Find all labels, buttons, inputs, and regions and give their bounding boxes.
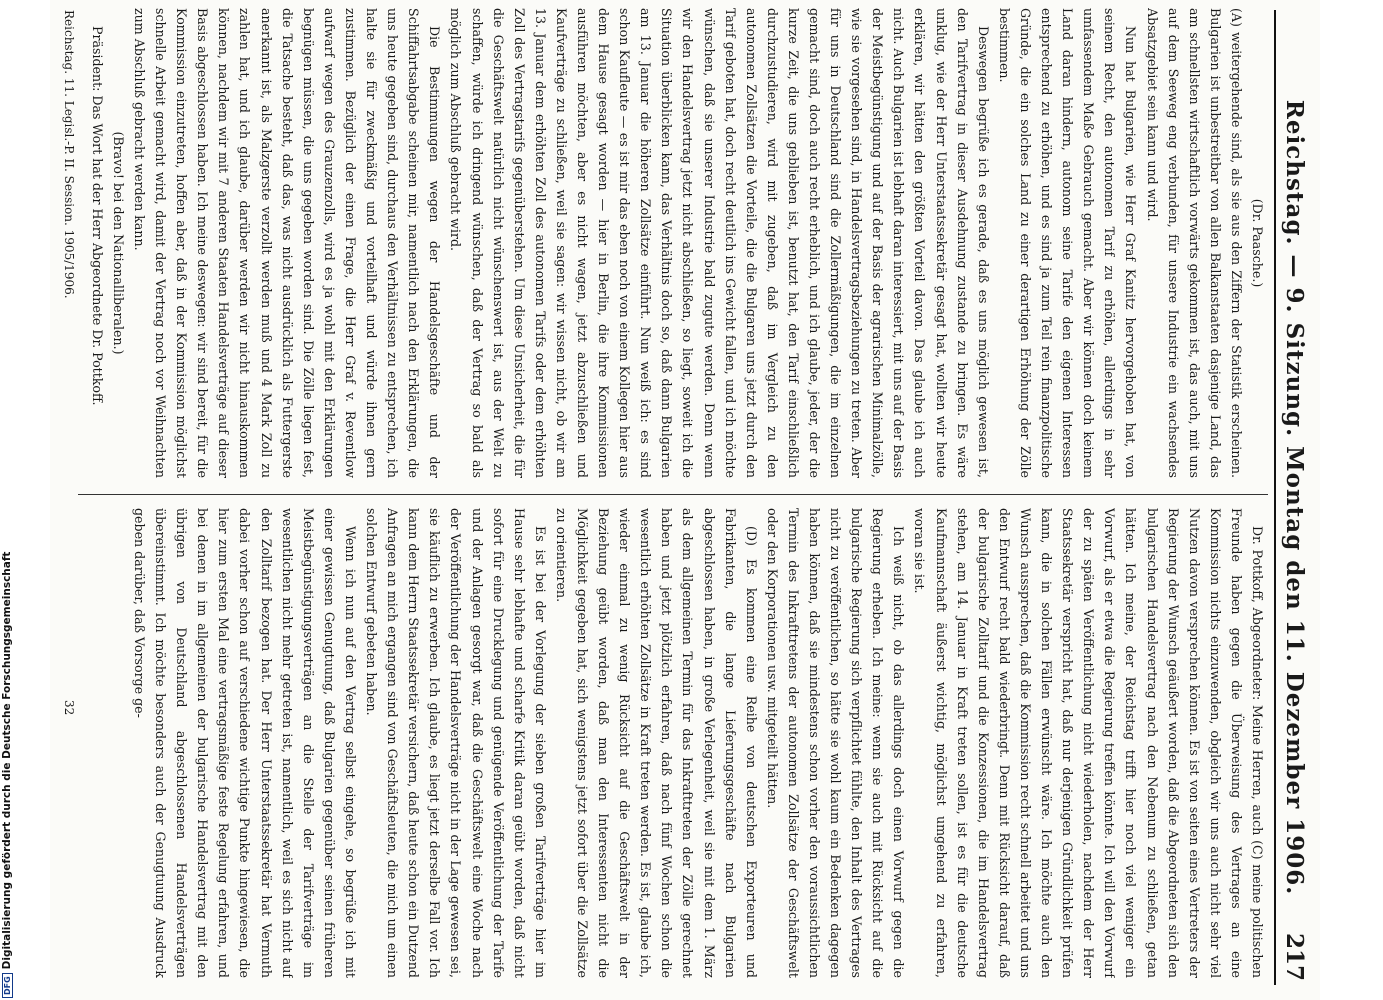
credit-caption: Digitalisierung gefördert durch die Deutsche Forschungsgemeinschaft xyxy=(1,551,13,970)
paragraph: Deswegen begrüße ich es gerade, daß es uns möglich gewesen ist, den Tarifvertrag in dieser Ausdehnung zustande zu bringen. Es wäre unklug, wie der Herr Unterstaatssekretär gesagt hat, wollten wir heute erklären, wir hätten den größten Vorteil davon. Das glaube ich auch nicht. Auch Bulgarien ist lebhaft daran interessiert, mit uns auf der Basis der Meistbegünstigung und auf der Basis der agrarischen Minimalzölle, wie sie vorgesehen sind, in Handelsvertragsbeziehungen zu treten. Aber für uns in Deutschland sind die Zollermäßigungen, die im einzelnen gemacht sind, doch auch recht erheblich, und ich glaube, jeder, der die kurze Zeit, die uns geblieben ist, benutzt hat, den Tarif einschließlich durchzustudieren, wird mit zugeben, daß im Vergleich zu den autonomen Zollsätzen die Vorteile, die die Bulgaren uns jetzt durch den Tarif geboten hat, doch recht deutlich ins Gewicht fallen, und ich möchte wünschen, daß sie unserer Industrie bald zugute werden. Denn wenn wir den Handelsvertrag jetzt nicht abschließen, so liegt, soweit ich die Situation überblicken kann, das Verhältnis doch so, daß dann Bulgarien am 13. Januar die höheren Zollsätze einführt. Nun weiß ich: es sind schon Kaufleute — es ist mir das eben noch von einem Kollegen hier aus dem Hause gesagt worden — hier in Berlin, die ihre Kommissionen ausführen möchten, aber es nicht wagen, jetzt abzuschließen und Kaufverträge zu schließen, weil sie sagen: wir wissen nicht, ob wir am 13. Januar dem erhöhten Zoll des autonomen Tarifs oder dem erhöhten Zoll des Vertragstarifs gegenüberstehen. Um diese Unsicherheit, die für die Geschäftswelt natürlich nicht wünschenswert ist, aus der Welt zu schaffen, würde ich dringend wünschen, daß der Vertrag so bald als möglich zum Abschluß gebracht wird. xyxy=(448,8,991,478)
paragraph: (A) weitergehende sind, als sie aus den Ziffern der Statistik erscheinen. Bulgarien ist unbestreitbar von allen Balkanstaaten dasjenige Land, das am schnellsten wirtschaftlich vorwärts gekommen ist, das auch, mit uns auf dem Seeweg eng verbunden, für unsere Industrie ein wachsendes Absatzgebiet sein kann und wird. xyxy=(1144,8,1244,478)
column-divider xyxy=(78,494,1268,495)
left-column xyxy=(78,8,1268,478)
right-column xyxy=(78,508,1268,978)
credit-line xyxy=(1,8,13,998)
sidebar-credit xyxy=(1,8,15,998)
paragraph: (D) Es kommen eine Reihe von deutschen Exporteuren und Fabrikanten, die lange Lieferungsgeschäfte nach Bulgarien abgeschlossen haben, in große Verlegenheit, weil sie mit dem 1. März als dem allgemeinen Termin für das Inkrafttreten der Zölle gerechnet haben und jetzt plötzlich erfahren, daß nach fünf Wochen schon die wesentlich erhöhten Zollsätze in Kraft treten werden. Es ist, glaube ich, wieder einmal zu wenig Rücksicht auf die Geschäftswelt in der Beziehung geübt worden, daß man den Interessenten nicht die Möglichkeit gegeben hat, sich wenigstens jetzt sofort über die Zollsätze zu orientieren. xyxy=(553,508,759,978)
page-number: 217 xyxy=(1281,932,1308,981)
page-header xyxy=(1274,10,1312,985)
paragraph: Die Bestimmungen wegen der Handelsgeschäfte und der Schiffahrtsabgabe scheinen mir, namentlich nach den Erklärungen, die uns heute gegeben sind, durchaus den Verhältnissen zu entsprechen, ich halte sie für zweckmäßig und vorteilhaft und würde ihnen gern zustimmen. Bezüglich der einen Frage, die Herr Graf v. Reventlow aufwarf wegen des Grauzenzolls, wird es ja wohl mit den Erklärungen begnügen müssen, die uns gegeben worden sind. Die Zölle liegen fest, die Tatsache besteht, daß das, was nicht ausdrücklich als Futtergerste anerkannt ist, als Malzgerste verzollt werden muß und 4 Mark Zoll zu zahlen hat, und ich glaube, darüber werden wir nicht hinauskommen können, nachdem wir mit 7 anderen Staaten Handelsverträge auf dieser Basis abgeschlossen haben. Ich meine deswegen: wir sind bereit, für die Kommission einzutreten, hoffen aber, daß in der Kommission möglichst schnelle Arbeit gemacht wird, damit der Vertrag noch vor Weihnachten zum Abschluß gebracht werden kann. xyxy=(132,8,443,478)
paragraph: Es ist bei der Vorlegung der sieben großen Tarifverträge hier im Hause sehr lebhafte und scharfe Kritik daran geübt worden, daß nicht sofort für eine Drucklegung und genügende Veröffentlichung der Tarife und der Anlagen gesorgt war, daß die Geschäftswelt eine Woche nach der Veröffentlichung der Handelsverträge nicht in der Lage gewesen sei, sie käuflich zu erwerben. Ich glaube, es liegt jetzt derselbe Fall vor. Ich kann dem Herrn Staatssekretär versichern, daß heute schon ein Dutzend Anfragen an mich ergangen sind von Geschäftsleuten, die mich um einen solchen Entwurf gebeten haben. xyxy=(364,508,548,978)
speaker-tag: (Dr. Paasche.) xyxy=(1250,198,1265,288)
paragraph: Wenn ich nun auf den Vertrag selbst eingehe, so begrüße ich mit einer gewissen Genugtuung, daß Bulgarien gegenüber seinen früheren Meistbegünstigungsverträgen an die Stelle der Tarifverträge im wesentlichen nicht mehr getreten ist, namentlich, weil es sich nicht auf den Zolltarif bezogen hat. Der Herr Unterstaatssekretär hat Vermuth dabei vorher schon auf verschiedene wichtige Punkte hingewiesen, die hier zum ersten Mal eine vertragsmäßige feste Regelung erfahren, und bei denen in im allgemeinen der bulgarische Handelsvertrag mit den übrigen von Deutschland abgeschlossenen Handelsverträgen übereinstimmt. Ich möchte besonders auch der Genugtuung Ausdruck geben darüber, daß Vorsorge ge- xyxy=(132,508,358,978)
running-head: Reichstag. — 9. Sitzung. Montag den 11. Dezember 1906. xyxy=(1281,99,1308,896)
rotated-page xyxy=(50,0,1320,1000)
signature-number: 32 xyxy=(62,700,76,716)
applause-note: (Bravo! bei den Nationalliberalen.) xyxy=(110,131,126,355)
page-footer: Reichstag. 11. Legisl.-P. II. Session. 1905/1906. xyxy=(62,10,76,299)
paragraph: Dr. Pottkoff, Abgeordneter: Meine Herren, auch (C) meine politischen Freunde haben gegen die Überweisung des Vertrages an eine Kommission nichts einzuwenden, obgleich wir uns auch nicht sehr viel Nutzen davon versprechen können. Es ist von seiten eines Vertreters der Regierung der Wunsch geäußert worden, daß die Abgeordneten sich den bulgarischen Handelsvertrag nach den Nebenum zu schließen, getan hätten. Ich meine, der Reichstag trifft hier noch viel weniger ein Vorwurf, als er etwa die Regierung treffen könnte. Ich will den Vorwurf der zu späten Veröffentlichung nicht wiederholen, nachdem der Herr Staatssekretär verspricht hat, daß nur derjenigen Gründlichkeit prüfen kann, die in solchen Fällen erwünscht wäre. Ich möchte auch den Wunsch aussprechen, daß die Kommission recht schnell arbeitet und uns den Entwurf recht bald wiederbringt. Denn mit Rücksicht darauf, daß der bulgarische Zolltarif und die Konzessionen, die im Handelsvertrag stehen, am 14. Januar in Kraft treten sollen, ist es für die deutsche Kaufmannschaft äußerst wichtig, möglichst umgehend zu erfahren, woran sie ist. xyxy=(912,508,1265,978)
paragraph: Nun hat Bulgarien, wie Herr Graf Kanitz hervorgehoben hat, von seinem Recht, den autonomen Tarif zu erhöhen, allerdings in sehr umfassendem Maße Gebrauch gemacht. Aber wir können doch keinem Land daran hindern, autonom seine Tarife den eigenen Interessen entsprechend zu erhöhen, und es sind ja zum Teil rein finanzpolitische Gründe, die ein solches Land zu einer derartigen Erhöhung der Zölle bestimmen. xyxy=(996,8,1139,478)
dfg-logo: DFG xyxy=(2,973,13,998)
paragraph: Ich weiß nicht, ob das allerdings doch einen Vorwurf gegen die Regierung erheben. Ich meine: wenn sie auch mit Rücksicht auf die bulgarische Regierung sich verpflichtet fühlte, den Inhalt des Vertrages nicht zu veröffentlichen, so hätte sie wohl kaum ein Bedenken dagegen haben können, daß sie mindestens schon vorher den voraussichtlichen Termin des Inkrafttretens der autonomen Zollsätze der Geschäftswelt oder den Korporationen usw. mitgeteilt hätten. xyxy=(764,508,907,978)
president-line: Präsident: Das Wort hat der Herr Abgeordnete Dr. Pottkoff. xyxy=(89,26,105,406)
